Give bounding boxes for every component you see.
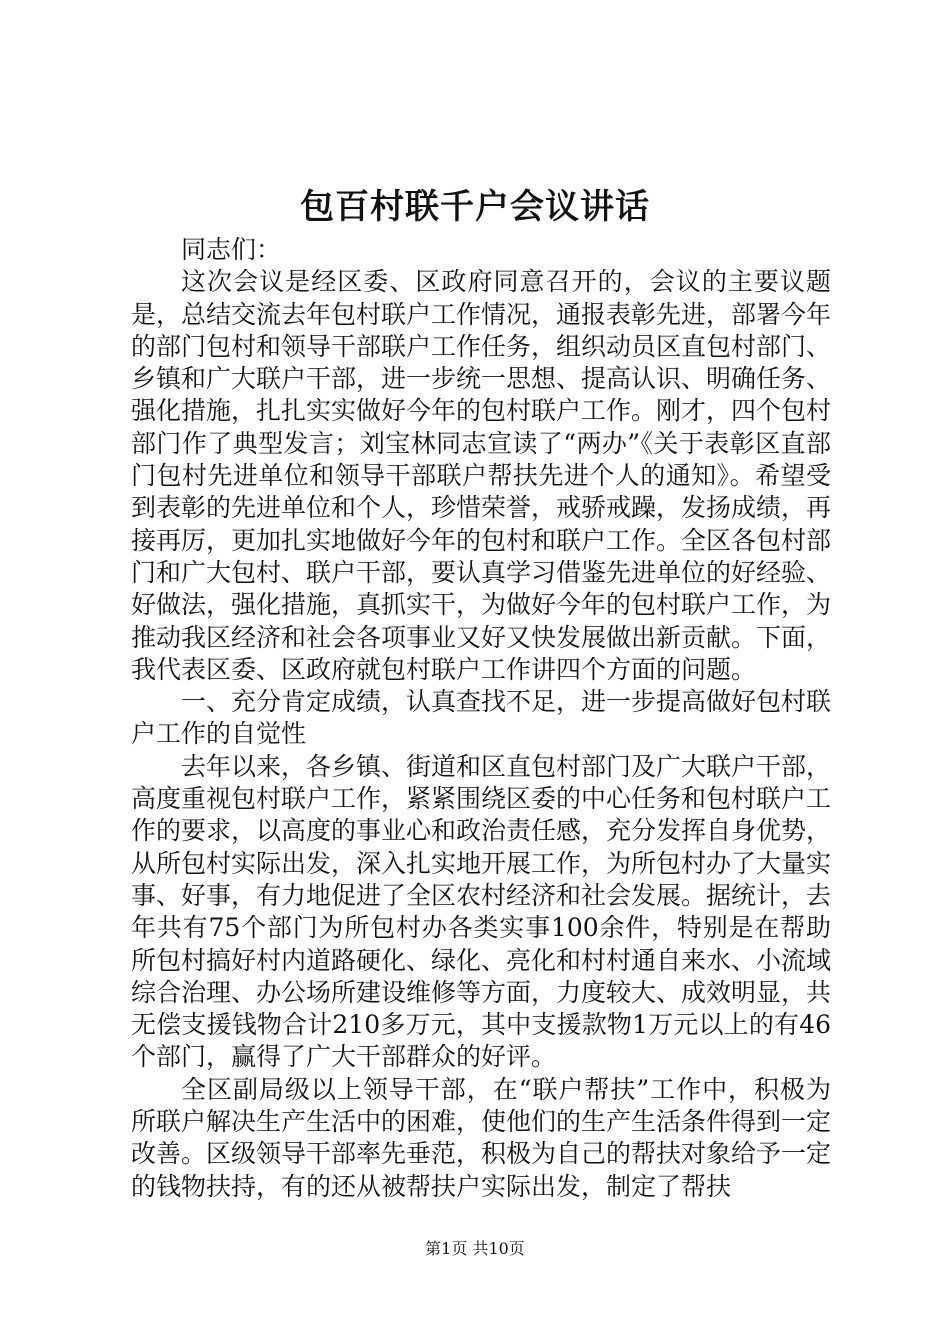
- section-heading: 一、充分肯定成绩，认真查找不足，进一步提高做好包村联户工作的自觉性: [131, 687, 832, 749]
- salutation-paragraph: 同志们：: [181, 235, 282, 264]
- page-title: 包百村联千户会议讲话: [300, 187, 650, 227]
- body-paragraph: 这次会议是经区委、区政府同意召开的，会议的主要议题是，总结交流去年包村联户工作情况，通报表彰先进，部署今年的部门包村和领导干部联户工作任务，组织动员区直包村部门、乡镇和广大联户干部，进一步统一思想、提高认识、明确任务、强化措施，扎扎实实做好今年的包村联户工作。刚才，四个包村部门作了典型发言；刘宝林同志宣读了“两办”《关于表彰区直部门包村先进单位和领导干部联户帮扶先进个人的通知》。希望受到表彰的先进单位和个人，珍惜荣誉，戒骄戒躁，发扬成绩，再接再厉，更加扎实地做好今年的包村和联户工作。全区各包村部门和广大包村、联户干部，要认真学习借鉴先进单位的好经验、好做法，强化措施，真抓实干，为做好今年的包村联户工作，为推动我区经济和社会各项事业又好又快发展做出新贡献。下面，我代表区委、区政府就包村联户工作讲四个方面的问题。: [131, 267, 832, 684]
- document-body: [131, 234, 831, 1203]
- body-paragraph: 去年以来，各乡镇、街道和区直包村部门及广大联户干部，高度重视包村联户工作，紧紧围绕区委的中心任务和包村联户工作的要求，以高度的事业心和政治责任感，充分发挥自身优势，从所包村实际出发，深入扎实地开展工作，为所包村办了大量实事、好事，有力地促进了全区农村经济和社会发展。据统计，去年共有75个部门为所包村办各类实事100余件，特别是在帮助所包村搞好村内道路硬化、绿化、亮化和村村通自来水、小流域综合治理、办公场所建设维修等方面，力度较大、成效明显，共无偿支援钱物合计210多万元，其中支援款物1万元以上的有46个部门，赢得了广大干部群众的好评。: [131, 751, 832, 1072]
- page-number-footer: 第1页 共10页: [425, 1239, 525, 1258]
- body-paragraph: 全区副局级以上领导干部，在“联户帮扶”工作中，积极为所联户解决生产生活中的困难，使他们的生产生活条件得到一定改善。区级领导干部率先垂范，积极为自己的帮扶对象给予一定的钱物扶持，有的还从被帮扶户实际出发，制定了帮扶: [131, 1074, 832, 1201]
